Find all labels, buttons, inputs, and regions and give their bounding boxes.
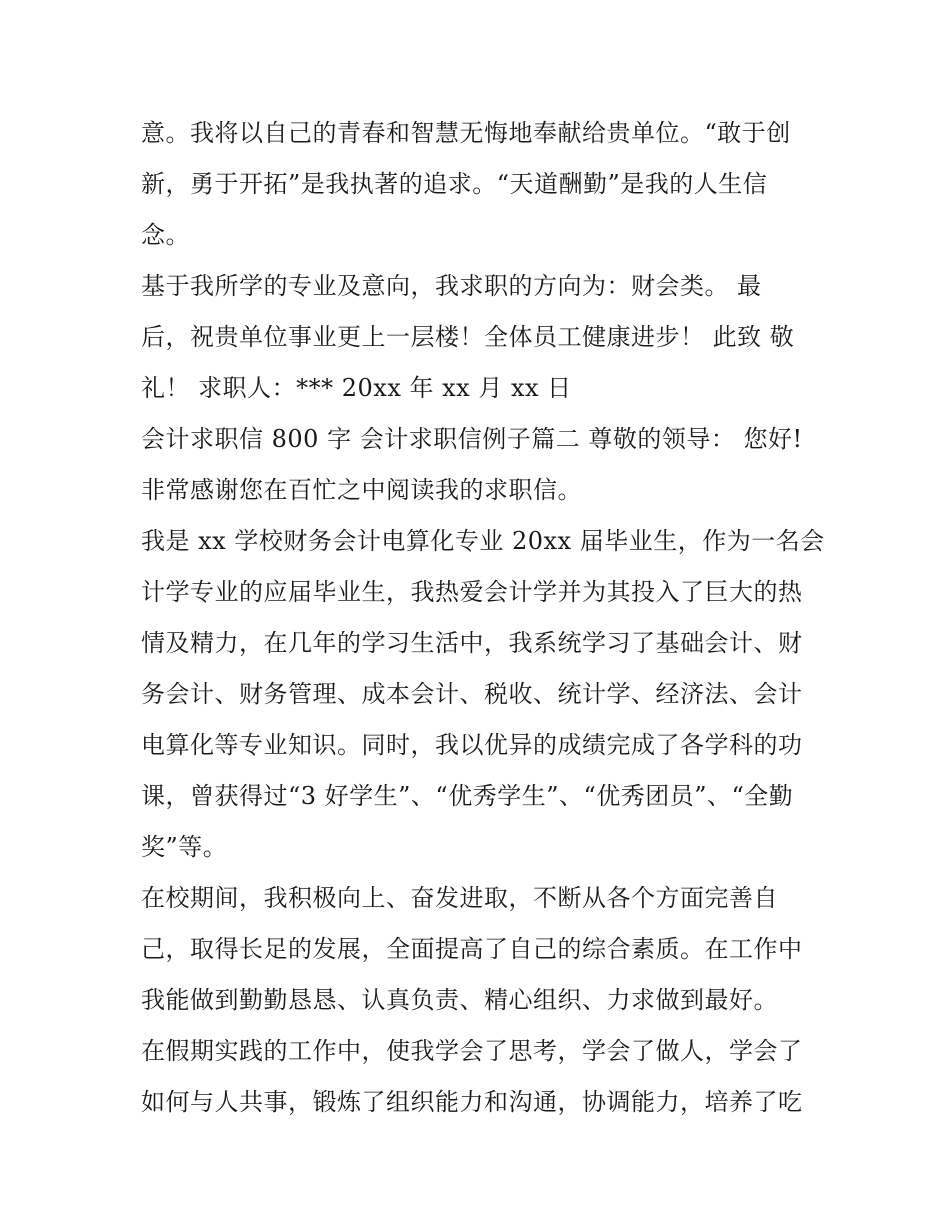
text-line: 务会计、财务管理、成本会计、税收、统计学、经济法、会计 bbox=[141, 680, 803, 708]
text-line: 新，勇于开拓”是我执著的追求。“天道酬勤”是我的人生信 bbox=[141, 170, 768, 198]
text-line: 念。 bbox=[141, 221, 190, 249]
text-line: 如何与人共事，锻炼了组织能力和沟通，协调能力，培养了吃 bbox=[141, 1088, 803, 1116]
text-line: 课，曾获得过“3 好学生”、“优秀学生”、“优秀团员”、“全勤 bbox=[141, 782, 794, 810]
text-line: 非常感谢您在百忙之中阅读我的求职信。 bbox=[141, 476, 582, 504]
text-line: 会计求职信 800 字 会计求职信例子篇二 尊敬的领导： 您好! bbox=[141, 425, 803, 453]
text-line: 我是 xx 学校财务会计电算化专业 20xx 届毕业生，作为一名会 bbox=[141, 527, 825, 555]
text-line: 后，祝贵单位事业更上一层楼！全体员工健康进步！ 此致 敬 bbox=[141, 323, 795, 351]
text-line: 在校期间，我积极向上、奋发进取，不断从各个方面完善自 bbox=[141, 884, 778, 912]
text-line: 电算化等专业知识。同时，我以优异的成绩完成了各学科的功 bbox=[141, 731, 803, 759]
text-line: 我能做到勤勤恳恳、认真负责、精心组织、力求做到最好。 bbox=[141, 986, 778, 1014]
document-body bbox=[141, 108, 825, 1128]
text-line: 礼！ 求职人：*** 20xx 年 xx 月 xx 日 bbox=[141, 374, 572, 402]
text-line: 在假期实践的工作中，使我学会了思考，学会了做人，学会了 bbox=[141, 1037, 803, 1065]
text-line: 奖”等。 bbox=[141, 833, 228, 861]
text-line: 情及精力，在几年的学习生活中，我系统学习了基础会计、财 bbox=[141, 629, 803, 657]
text-line: 意。我将以自己的青春和智慧无悔地奉献给贵单位。“敢于创 bbox=[141, 119, 791, 147]
text-line: 基于我所学的专业及意向，我求职的方向为：财会类。 最 bbox=[141, 272, 762, 300]
text-line: 计学专业的应届毕业生，我热爱会计学并为其投入了巨大的热 bbox=[141, 578, 803, 606]
text-line: 己，取得长足的发展，全面提高了自己的综合素质。在工作中 bbox=[141, 935, 803, 963]
